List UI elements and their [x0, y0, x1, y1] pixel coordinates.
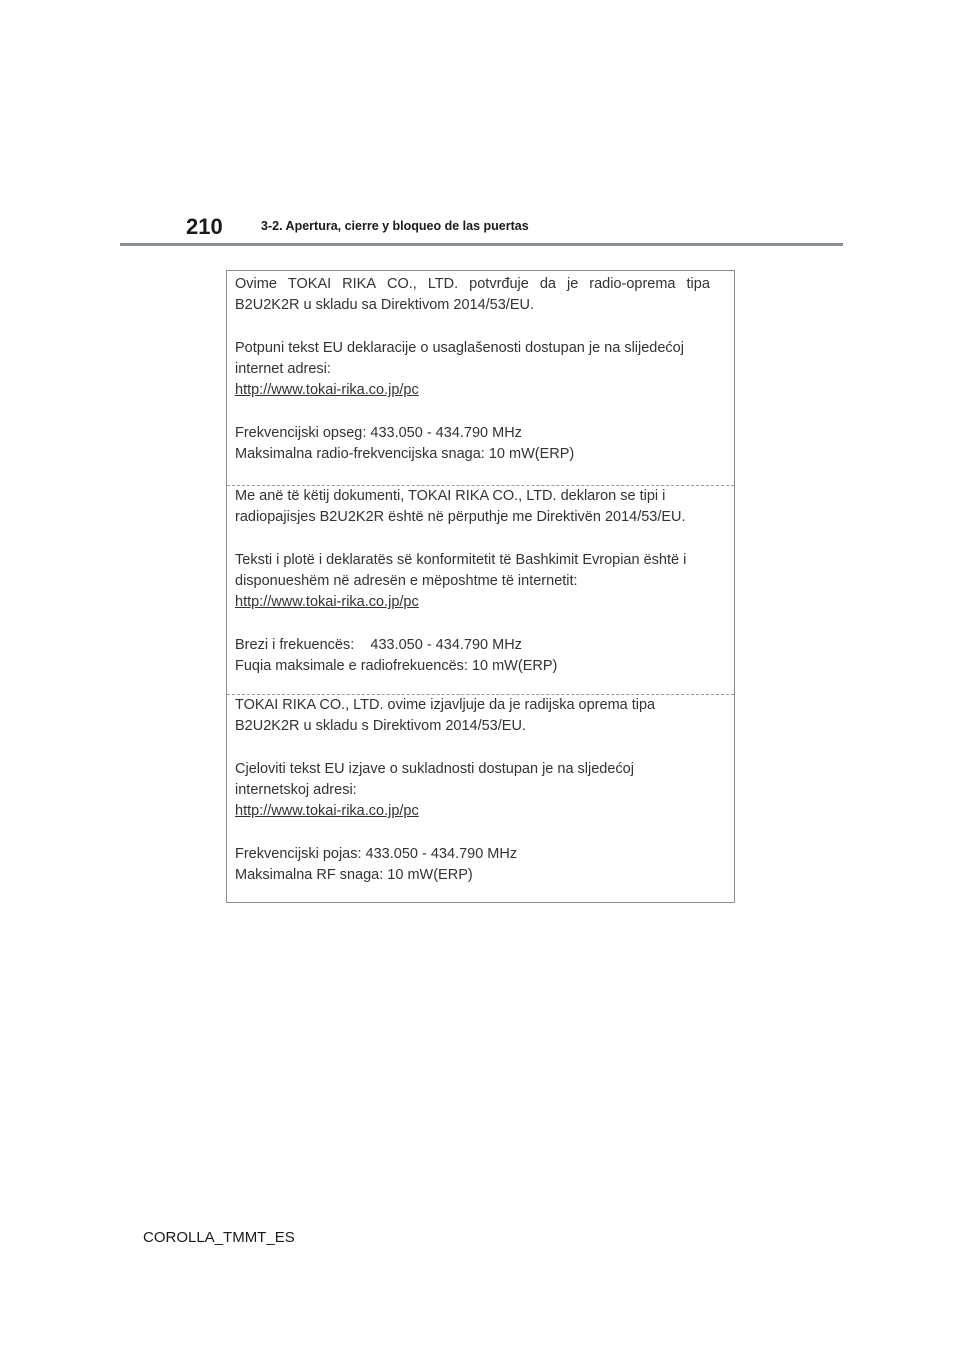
para1-line1: [235, 274, 710, 295]
para2-line1: Teksti i plotë i deklaratës së konformitetit të Bashkimit Evropian është i: [235, 551, 687, 568]
word: LTD.: [427, 276, 459, 292]
word: potvrđuje: [469, 276, 529, 292]
page-number: 210: [186, 214, 223, 239]
word: RIKA: [342, 276, 376, 292]
declaration-link[interactable]: http://www.tokai-rika.co.jp/pc: [235, 382, 419, 399]
paragraph-gap: [235, 402, 710, 423]
frequency-range: Frekvencijski opseg: 433.050 - 434.790 MHz: [235, 425, 522, 442]
para2-line1: Potpuni tekst EU deklaracije o usaglašenosti dostupan je na slijedećoj: [235, 339, 684, 356]
para1-line2: B2U2K2R u skladu s Direktivom 2014/53/EU.: [235, 718, 526, 735]
paragraph-gap: [235, 614, 710, 635]
word: je: [566, 276, 579, 292]
word: TOKAI: [287, 276, 332, 292]
word: da: [539, 276, 556, 292]
declaration-block-3: [227, 694, 734, 902]
header-rule: [120, 243, 843, 246]
footer-doc-id: COROLLA_TMMT_ES: [143, 1229, 295, 1246]
paragraph-gap: [235, 317, 710, 338]
paragraph-gap: [235, 823, 710, 844]
para1-line1: Me anë të këtij dokumenti, TOKAI RIKA CO., LTD. deklaron se tipi i: [235, 488, 666, 504]
para1-line1: TOKAI RIKA CO., LTD. ovime izjavljuje da je radijska oprema tipa: [235, 697, 656, 713]
para2-line2: disponueshëm në adresën e mëposhtme të internetit:: [235, 573, 578, 590]
max-power: Fuqia maksimale e radiofrekuencës: 10 mW(ERP): [235, 658, 558, 675]
declaration-block-2: [227, 485, 734, 694]
para2-line2: internetskoj adresi:: [235, 782, 357, 799]
frequency-range: Frekvencijski pojas: 433.050 - 434.790 MHz: [235, 846, 518, 863]
paragraph-gap: [235, 529, 710, 550]
section-title: 3-2. Apertura, cierre y bloqueo de las puertas: [261, 219, 529, 233]
max-power: Maksimalna radio-frekvencijska snaga: 10 mW(ERP): [235, 446, 575, 463]
declaration-box: [226, 270, 735, 903]
word: tipa: [686, 276, 710, 292]
para1-line2: radiopajisjes B2U2K2R është në përputhje me Direktivën 2014/53/EU.: [235, 509, 686, 526]
declaration-block-1: [227, 274, 734, 484]
para2-line2: internet adresi:: [235, 361, 331, 378]
word: Ovime: [235, 276, 277, 292]
word: radio-oprema: [589, 276, 676, 292]
declaration-link[interactable]: http://www.tokai-rika.co.jp/pc: [235, 803, 419, 820]
word: CO.,: [387, 276, 417, 292]
paragraph-gap: [235, 738, 710, 759]
frequency-range: Brezi i frekuencës: 433.050 - 434.790 MHz: [235, 637, 522, 654]
para1-line2: B2U2K2R u skladu sa Direktivom 2014/53/EU.: [235, 297, 535, 314]
max-power: Maksimalna RF snaga: 10 mW(ERP): [235, 867, 473, 884]
para2-line1: Cjeloviti tekst EU izjave o sukladnosti dostupan je na sljedećoj: [235, 760, 634, 777]
declaration-link[interactable]: http://www.tokai-rika.co.jp/pc: [235, 594, 419, 611]
